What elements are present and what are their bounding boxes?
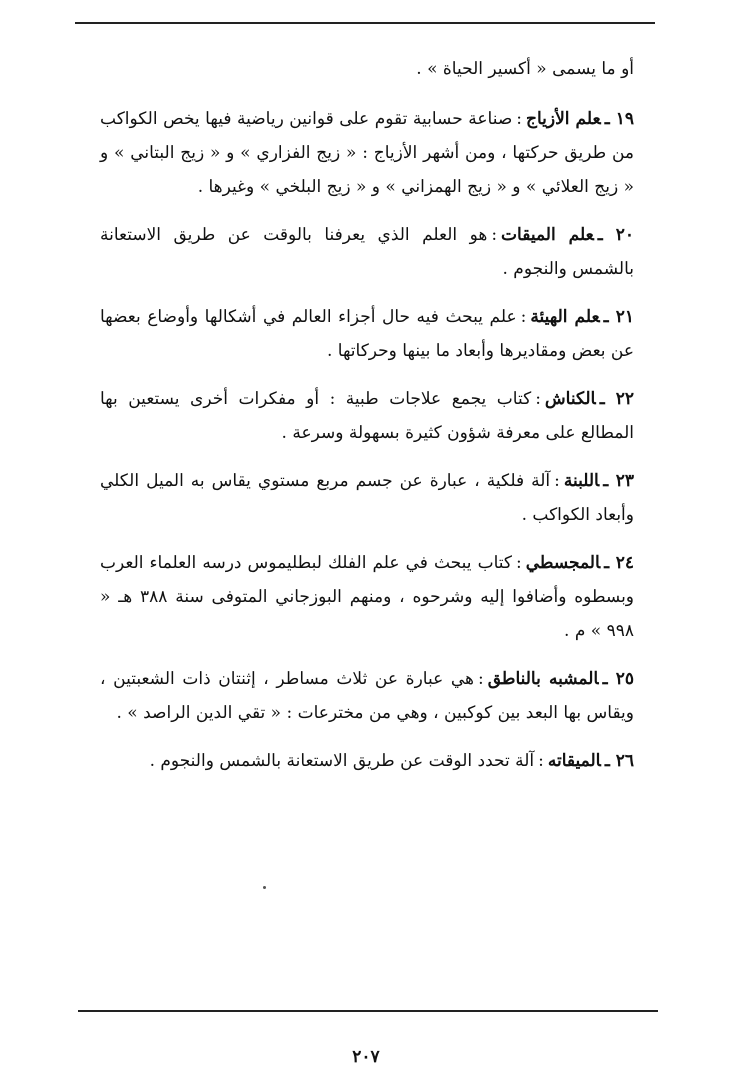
entry-term: علم الهيئة bbox=[530, 307, 600, 327]
entry-number: ٢٠ ـ bbox=[597, 225, 634, 245]
entry-23 bbox=[100, 464, 634, 532]
entry-text: كتاب يجمع علاجات طبية : أو مفكرات أخرى يستعين بها المطالع على معرفة شؤون كثيرة بسهولة وسرعة . bbox=[100, 389, 634, 443]
entry-separator: : bbox=[520, 307, 527, 327]
page-number: ٢٠٧ bbox=[352, 1047, 380, 1067]
entry-24 bbox=[100, 546, 634, 648]
entry-text: هو العلم الذي يعرفنا بالوقت عن طريق الاستعانة بالشمس والنجوم . bbox=[100, 225, 634, 279]
entry-number: ٢١ ـ bbox=[603, 307, 634, 327]
entry-term: علم الأزياج bbox=[526, 109, 601, 129]
entry-separator: : bbox=[535, 389, 541, 409]
entry-26 bbox=[100, 744, 634, 778]
entry-term: علم الميقات bbox=[501, 225, 594, 245]
entry-term: الميقاته bbox=[547, 751, 601, 771]
entry-22 bbox=[100, 382, 634, 450]
entry-term: المشبه بالناطق bbox=[487, 669, 599, 689]
entry-21 bbox=[100, 300, 634, 368]
entry-term: اللبنة bbox=[563, 471, 600, 491]
entry-number: ٢٦ ـ bbox=[604, 751, 634, 771]
top-rule bbox=[75, 22, 655, 24]
entry-number: ٢٣ ـ bbox=[603, 471, 634, 491]
intro-line: أو ما يسمى « أكسير الحياة » . bbox=[416, 59, 634, 79]
entry-separator: : bbox=[478, 669, 484, 689]
entry-text: آلة فلكية ، عبارة عن جسم مربع مستوي يقاس به الميل الكلي وأبعاد الكواكب . bbox=[100, 471, 634, 525]
entry-text: آلة تحدد الوقت عن طريق الاستعانة بالشمس والنجوم . bbox=[149, 751, 535, 771]
entry-separator: : bbox=[538, 751, 544, 771]
entry-20 bbox=[100, 218, 634, 286]
entry-number: ٢٢ ـ bbox=[599, 389, 634, 409]
entry-25 bbox=[100, 662, 634, 730]
entry-term: الكناش bbox=[544, 389, 596, 409]
entry-text: علم يبحث فيه حال أجزاء العالم في أشكالها وأوضاع بعضها عن بعض ومقاديرها وأبعاد ما بينها وحركاتها . bbox=[100, 307, 634, 361]
entry-number: ١٩ ـ bbox=[604, 109, 634, 129]
entry-19 bbox=[100, 102, 634, 204]
entry-term: المجسطي bbox=[525, 553, 601, 573]
scan-speck bbox=[263, 886, 266, 889]
bottom-rule bbox=[78, 1010, 658, 1012]
entry-separator: : bbox=[554, 471, 560, 491]
entry-number: ٢٥ ـ bbox=[602, 669, 634, 689]
entry-separator: : bbox=[516, 109, 522, 129]
page-body bbox=[100, 52, 634, 792]
entry-text: كتاب يبحث في علم الفلك لبطليموس درسه العلماء العرب وبسطوه وأضافوا إليه وشرحوه ، ومنهم البوزجاني المتوفى سنة ٣٨٨ هـ « ٩٩٨ » م . bbox=[100, 553, 635, 641]
entry-number: ٢٤ ـ bbox=[604, 553, 634, 573]
entry-text: هي عبارة عن ثلاث مساطر ، إثنتان ذات الشعبتين ، ويقاس بها البعد بين كوكبين ، وهي من مخترعات : « تقي الدين الراصد » . bbox=[100, 669, 634, 723]
entry-separator: : bbox=[491, 225, 498, 245]
entry-separator: : bbox=[515, 553, 522, 573]
entry-text: صناعة حسابية تقوم على قوانين رياضية فيها يخص الكواكب من طريق حركتها ، ومن أشهر الأزياج : « زيج الفزاري » و « زيج البتاني » و « زيج العلائي » و « زيج الهمزاني » و « زيج البلخي » وغيرها . bbox=[100, 109, 634, 197]
